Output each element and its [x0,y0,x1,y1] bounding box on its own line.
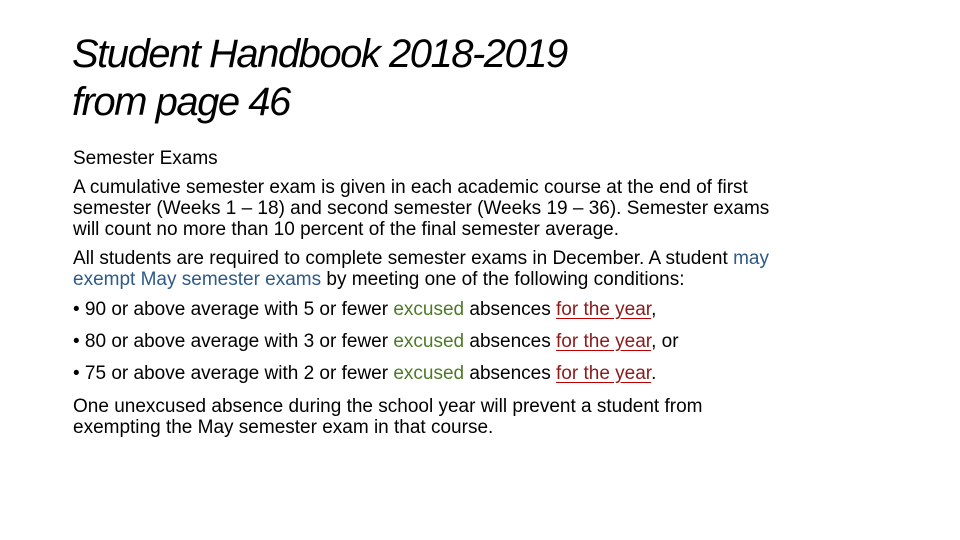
condition-text: absences [464,299,557,320]
condition-list [73,294,903,390]
paragraph-line: will count no more than 10 percent of the final semester average. [73,219,620,240]
paragraph-text: by meeting one of the following conditions: [321,269,685,290]
condition-text: , or [651,331,679,352]
condition-text: , [651,299,657,320]
condition-text: 80 or above average with 3 or fewer [79,331,394,352]
highlight-exempt-may-exams: exempt May semester exams [73,269,322,290]
excused-highlight: excused [393,331,465,352]
condition-item [73,358,903,390]
slide-title [72,30,892,126]
paragraph-line [73,269,903,290]
section-heading: Semester Exams [73,148,218,169]
paragraph-text: All students are required to complete semester exams in December. A student [73,248,734,269]
condition-text: 90 or above average with 5 or fewer [79,299,394,320]
bullet-marker: • [73,363,80,384]
paragraph-line: A cumulative semester exam is given in each academic course at the end of first [73,177,748,198]
for-the-year-highlight: for the year [556,299,652,320]
excused-highlight: excused [393,363,465,384]
excused-highlight: excused [393,299,465,320]
title-line-2: from page 46 [72,80,290,124]
slide-body [73,146,903,446]
paragraph-line: semester (Weeks 1 – 18) and second semester (Weeks 19 – 36). Semester exams [73,198,770,219]
condition-text: absences [464,331,557,352]
bullet-marker: • [73,299,80,320]
paragraph-line: exempting the May semester exam in that course. [73,417,494,438]
for-the-year-highlight: for the year [556,331,652,352]
title-line-1: Student Handbook 2018-2019 [72,32,567,76]
condition-text: 75 or above average with 2 or fewer [79,363,394,384]
paragraph-unexcused-absence [73,396,903,438]
paragraph-line [73,248,903,269]
paragraph-exemption-rules [73,248,903,290]
condition-text: . [651,363,657,384]
for-the-year-highlight: for the year [556,363,652,384]
bullet-marker: • [73,331,80,352]
paragraph-line: One unexcused absence during the school year will prevent a student from [73,396,703,417]
condition-text: absences [464,363,557,384]
condition-item [73,294,903,326]
highlight-may: may [733,248,769,269]
condition-item [73,326,903,358]
paragraph-exam-description [73,177,903,240]
